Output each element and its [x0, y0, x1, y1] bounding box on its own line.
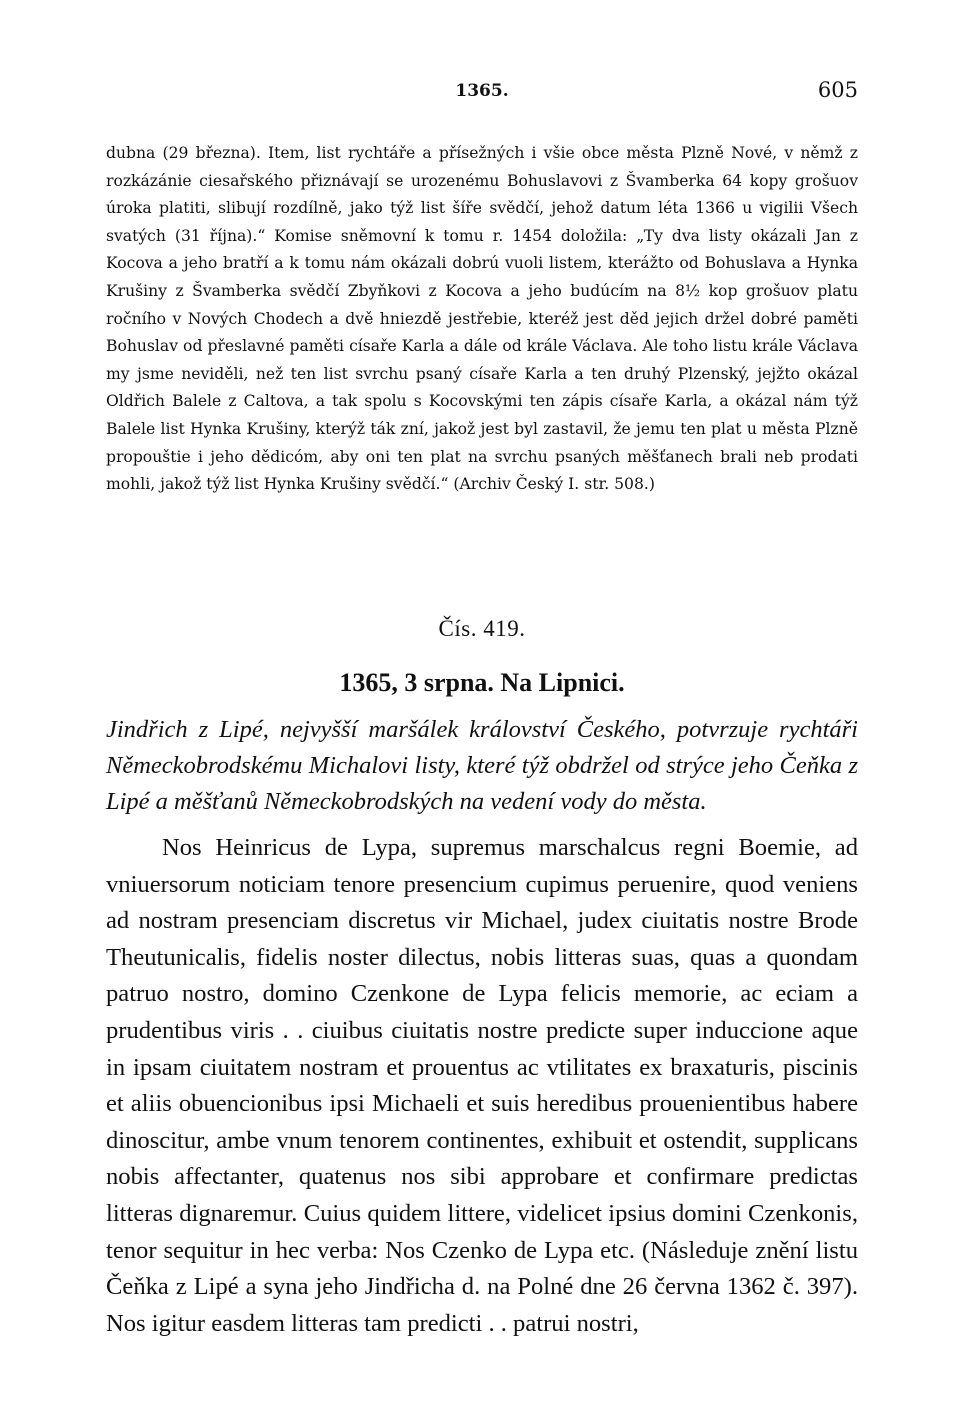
latin-charter-text: [106, 830, 858, 1342]
regest-summary: Jindřich z Lipé, nejvyšší maršálek království Českého, potvrzuje rychtáři Německobrodskému Michalovi listy, které týž obdržel od strýce jeho Čeňka z Lipé a měšťanů Německobrodských na vedení vody do města.: [106, 716, 858, 815]
czech-paragraph: dubna (29 března). Item, list rychtáře a přísežných i všie obce města Plzně Nové, v němž z rozkázánie ciesařského přiznávají se urozenému Bohuslavovi z Švamberka 64 kopy grošuov úroka platiti, slibují rozdílně, jako týž list šíře svědčí, jehož datum léta 1366 u vigilii Všech svatých (31 října).“ Komise sněmovní k tomu r. 1454 doložila: „Ty dva listy okázali Jan z Kocova a jeho bratří a k tomu nám okázali dobrú vuoli listem, kterážto od Bohuslava a Hynka Krušiny z Švamberka svědčí Zbyňkovi z Kocova a jeho budúcím na 8½ kop grošuov platu ročního v Nových Chodech a dvě hniezdě jestřebie, kteréž jest děd jejich držel dobré paměti Bohuslav od přeslavné paměti císaře Karla a dále od krále Václava. Ale toho listu krále Václava my jsme neviděli, než ten list svrchu psaný císaře Karla a ten druhý Plzenský, jejžto okázal Oldřich Balele z Caltova, a tak spolu s Kocovskými ten zápis císaře Karla, a okázal nám týž Balele list Hynka Krušiny, kterýž ták zní, jakož jest byl zastavil, že jemu ten plat u města Plzně propouštie i jeho dědicóm, aby oni ten plat na svrchu psaných měšťanech brali neb prodati mohli, jakož týž list Hynka Krušiny svědčí.“ (Archiv Český I. str. 508.): [106, 144, 858, 494]
latin-paragraph: Nos Heinricus de Lypa, supremus marschalcus regni Boemie, ad vniuersorum noticiam tenore presencium cupimus peruenire, quod veniens ad nostram presenciam discretus vir Michael, judex ciuitatis nostre Brode Theutunicalis, fidelis noster dilectus, nobis litteras suas, quas a quondam patruo nostro, domino Czenkone de Lypa felicis memorie, ac eciam a prudentibus viris . . ciuibus ciuitatis nostre predicte super induccione aque in ipsam ciuitatem nostram et prouentus ac vtilitates ex braxaturis, piscinis et aliis obuencionibus ipsi Michaeli et suis heredibus prouenientibus habere dinoscitur, ambe vnum tenorem continentes, exhibuit et ostendit, supplicans nobis affectanter, quatenus nos sibi approbare et confirmare predictas litteras dignaremur. Cuius quidem littere, videlicet ipsius domini Czenkonis, tenor sequitur in hec verba: Nos Czenko de Lypa etc. (Následuje znění listu Čeňka z Lipé a syna jeho Jindřicha d. na Polné dne 26 června 1362 č. 397). Nos igitur easdem litteras tam predicti . . patrui nostri,: [106, 834, 858, 1337]
document-heading: 1365, 3 srpna. Na Lipnici.: [339, 668, 625, 697]
header-year: 1365.: [455, 81, 509, 101]
running-header: [106, 78, 858, 108]
page-number: 605: [817, 78, 858, 102]
document-page: [106, 0, 858, 1405]
czech-commentary: [106, 140, 858, 499]
document-number: Čís. 419.: [438, 616, 526, 641]
